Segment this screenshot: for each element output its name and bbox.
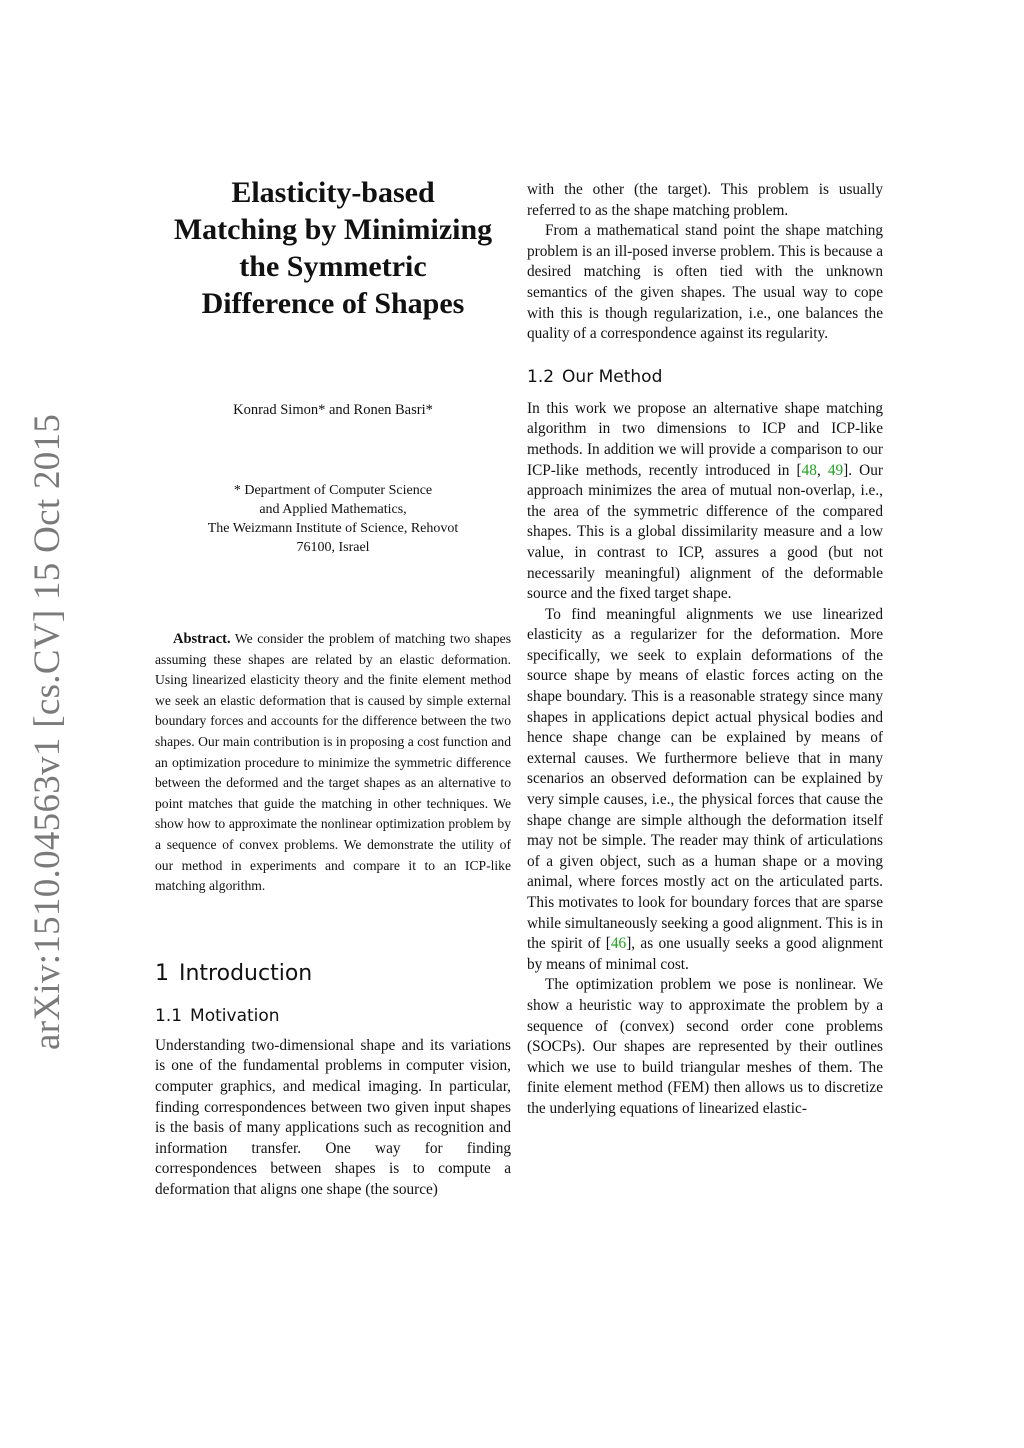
right-column [527, 180, 883, 1120]
affiliation [155, 481, 511, 557]
inverse-problem-paragraph: From a mathematical stand point the shape matching problem is an ill-posed inverse problem. This is because a desired matching is often tied with the unknown semantics of the given shapes. The usual way to cope with this is though regularization, i.e., one balances the quality of a correspondence against its regularity. [527, 222, 883, 343]
paragraph-text: ]. Our approach minimizes the area of mutual non-overlap, i.e., the area of the symmetric difference of the compared shapes. This is a global dissimilarity measure and a low value, in contrast to ICP, assures a good (but not necessarily meaningful) alignment of the deformable source and the fixed target shape. [527, 461, 883, 603]
affiliation-line: The Weizmann Institute of Science, Rehovot [207, 521, 459, 536]
subsection-title: Our Method [562, 366, 663, 387]
abstract [155, 629, 511, 897]
author-list: Konrad Simon* and Ronen Basri* [233, 402, 433, 418]
left-column [155, 170, 511, 1200]
section-title: Introduction [179, 960, 313, 986]
motivation-paragraph: Understanding two-dimensional shape and its variations is one of the fundamental problems in computer vision, computer graphics, and medical imaging. In particular, finding correspondences between two given input shapes is the basis of many applications such as recognition and information transfer. One way for finding correspondences between shapes is to compute a deformation that aligns one shape (the source) [155, 1036, 511, 1198]
paragraph-text: To find meaningful alignments we use linearized elasticity as a regularizer for the deformation. More specifically, we seek to explain deformations of the source shape by means of elastic forces acting on the shape boundary. This is a reasonable strategy since many shapes in applications depict actual physical bodies and hence shape change can be explained by means of external causes. We furthermore believe that in many scenarios an observed deformation can be explained by very simple causes, i.e., the physical forces that cause the shape change are simple although the deformation itself may not be simple. The reader may think of articulations of a given object, such as a human shape or a moving animal, where forces mostly act on the articulated parts. This motivates to look for boundary forces that are sparse while simultaneously seeking a good alignment. This is in the spirit of [ [527, 605, 883, 953]
title-line: Matching by Minimizing [173, 213, 493, 246]
affiliation-line: and Applied Mathematics, [259, 502, 407, 517]
paragraph-text: In this work we propose an alternative shape matching algorithm in two dimensions to ICP and ICP-like methods. In addition we will provide a comparison to our ICP-like methods, recently introduced in [ [527, 399, 883, 479]
method-paragraph-3: The optimization problem we pose is nonlinear. We show a heuristic way to approximate the problem by a sequence of (convex) second order cone problems (SOCPs). Our shapes are represented by their outlines which we use to build triangular meshes of them. The finite element method (FEM) then allows us to discretize the underlying equations of linearized elastic- [527, 976, 883, 1117]
affiliation-line: * Department of Computer Science [233, 483, 433, 498]
citation-link[interactable]: 46 [610, 935, 627, 953]
abstract-text: We consider the problem of matching two shapes assuming these shapes are related by an elastic deformation. Using linearized elasticity theory and the finite element method we seek an elastic deformation that is caused by simple external boundary forces and accounts for the difference between the two shapes. Our main contribution is in proposing a cost function and an optimization procedure to minimize the symmetric difference between the deformed and the target shapes as an alternative to point matches that guide the matching in other techniques. We show how to approximate the nonlinear optimization problem by a sequence of convex problems. We demonstrate the utility of our method in experiments and compare it to an ICP-like matching algorithm. [155, 631, 511, 894]
affiliation-line: 76100, Israel [296, 540, 370, 555]
subsection-number: 1.2 [527, 366, 555, 387]
section-heading-introduction [155, 961, 511, 986]
subsection-title: Motivation [190, 1005, 280, 1026]
paper-title [155, 174, 511, 322]
title-line: Elasticity-based [231, 176, 435, 209]
subsection-heading-motivation [155, 1006, 511, 1026]
subsection-number: 1.1 [155, 1005, 183, 1026]
title-line: the Symmetric [239, 250, 427, 283]
continuation-paragraph: with the other (the target). This problem is usually referred to as the shape matching problem. [527, 181, 883, 219]
method-paragraph-1 [527, 399, 883, 605]
subsection-heading-our-method [527, 367, 883, 387]
title-line: Difference of Shapes [201, 287, 465, 320]
citation-link[interactable]: 49 [827, 461, 844, 479]
citation-link[interactable]: 48 [801, 461, 817, 479]
arxiv-identifier-stamp: arXiv:1510.04563v1 [cs.CV] 15 Oct 2015 [27, 413, 68, 1050]
method-paragraph-2 [527, 605, 883, 976]
paragraph-text: ], as one usually seeks a good alignment by means of minimal cost. [527, 935, 883, 973]
section-number: 1 [155, 960, 169, 986]
citation-separator: , [816, 461, 828, 479]
abstract-label: Abstract. [173, 631, 231, 647]
